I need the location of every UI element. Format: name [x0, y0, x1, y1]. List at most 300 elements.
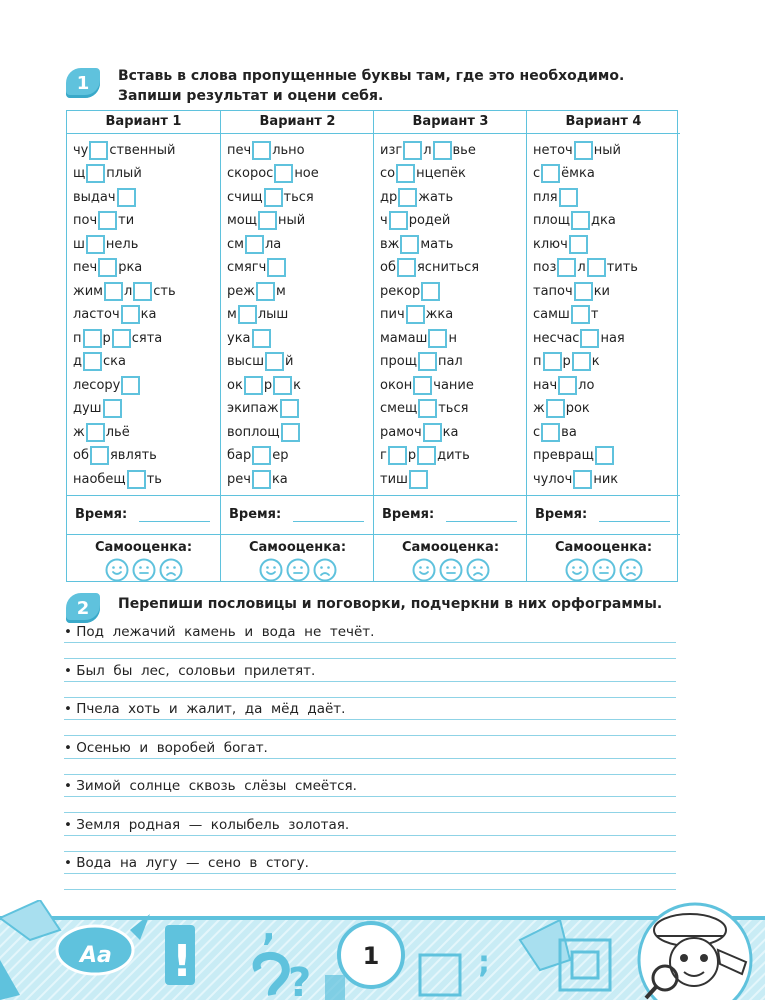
word-item — [380, 328, 457, 348]
word-part: об — [380, 260, 396, 275]
letter-box[interactable] — [403, 141, 422, 160]
letter-box[interactable] — [133, 282, 152, 301]
letter-box[interactable] — [433, 141, 452, 160]
footer-question-glyph: ? — [288, 960, 312, 1000]
letter-box[interactable] — [281, 423, 300, 442]
word-part: дка — [591, 213, 616, 228]
word-part: плый — [106, 166, 142, 181]
word-part: реч — [227, 471, 251, 487]
word-item — [380, 140, 476, 160]
neutral-face-icon[interactable] — [132, 558, 156, 582]
word-part: печ — [73, 260, 98, 275]
neutral-face-icon[interactable] — [286, 558, 310, 582]
word-item — [227, 328, 272, 348]
word-item — [380, 469, 429, 489]
word-item — [533, 422, 577, 442]
word-part: ное — [294, 166, 319, 181]
self-assessment — [221, 533, 374, 581]
writing-line[interactable] — [64, 812, 676, 813]
word-item — [380, 187, 453, 207]
letter-box[interactable] — [273, 376, 292, 395]
word-item — [73, 211, 134, 231]
word-item — [227, 281, 286, 301]
word-part: ный — [278, 213, 306, 228]
word-part: нель — [105, 236, 139, 252]
word-list — [527, 134, 680, 495]
time-row — [221, 495, 374, 535]
letter-box[interactable] — [580, 329, 599, 348]
word-part: л — [577, 260, 586, 275]
word-part: п — [73, 330, 82, 346]
word-item — [227, 399, 300, 419]
task-1-instruction — [118, 66, 624, 106]
variant-title: Вариант 4 — [527, 111, 680, 134]
word-part: смещ — [380, 401, 418, 416]
word-part: неточ — [533, 142, 573, 158]
word-part: с — [533, 424, 541, 440]
proverb-text — [64, 663, 315, 679]
letter-box[interactable] — [103, 399, 122, 418]
word-part: с — [533, 166, 541, 181]
writing-line[interactable] — [64, 758, 676, 759]
letter-box[interactable] — [280, 399, 299, 418]
word-part: мать — [420, 236, 454, 252]
word-item — [73, 399, 123, 419]
word-part: ж — [73, 424, 85, 440]
word-item — [533, 399, 590, 419]
word-list — [221, 134, 374, 495]
variant-column-2 — [220, 111, 374, 581]
word-part: пля — [533, 189, 558, 205]
word-part: бар — [227, 448, 252, 463]
letter-box[interactable] — [83, 352, 102, 371]
word-part: нцепёк — [416, 166, 466, 181]
self-assessment-label: Самооценка: — [248, 540, 347, 555]
letter-box[interactable] — [89, 141, 108, 160]
word-part: ник — [593, 471, 619, 487]
footer-aa-glyph: Aa — [80, 943, 112, 968]
letter-box[interactable] — [267, 258, 286, 277]
letter-box[interactable] — [559, 188, 578, 207]
word-item — [227, 375, 301, 395]
word-part: воплощ — [227, 424, 280, 440]
word-part: тапоч — [533, 283, 573, 299]
smile-face-icon[interactable] — [412, 558, 436, 582]
letter-box[interactable] — [86, 164, 105, 183]
word-part: лыш — [257, 307, 289, 322]
word-part: со — [380, 166, 396, 181]
word-item — [227, 211, 305, 231]
word-part: чулоч — [533, 471, 573, 487]
writing-line[interactable] — [64, 719, 676, 720]
writing-line[interactable] — [64, 851, 676, 852]
letter-box[interactable] — [256, 282, 275, 301]
letter-box[interactable] — [546, 399, 565, 418]
letter-box[interactable] — [574, 282, 593, 301]
proverb-row — [64, 661, 676, 700]
word-part: льё — [105, 424, 130, 440]
word-part: ная — [600, 330, 625, 346]
word-part: поч — [73, 213, 98, 228]
word-part: превращ — [533, 448, 594, 463]
word-part: д — [73, 354, 82, 369]
letter-box[interactable] — [252, 446, 271, 465]
word-list — [67, 134, 220, 495]
letter-box[interactable] — [389, 211, 408, 230]
letter-box[interactable] — [541, 423, 560, 442]
word-part: рок — [565, 401, 590, 416]
letter-box[interactable] — [557, 258, 576, 277]
word-part: ясниться — [416, 260, 480, 275]
task-2-number: 2 — [76, 597, 90, 619]
letter-box[interactable] — [274, 164, 293, 183]
time-row — [527, 495, 680, 535]
letter-box[interactable] — [388, 446, 407, 465]
time-input-line[interactable] — [293, 521, 364, 522]
letter-box[interactable] — [406, 305, 425, 324]
self-assessment-label: Самооценка: — [401, 540, 500, 555]
word-part: поз — [533, 260, 557, 275]
letter-box[interactable] — [543, 352, 562, 371]
word-item — [73, 469, 162, 489]
word-part: жим — [73, 283, 103, 299]
word-part: й — [284, 354, 294, 369]
letter-box[interactable] — [423, 423, 442, 442]
letter-box[interactable] — [117, 188, 136, 207]
letter-box[interactable] — [86, 235, 105, 254]
word-part: жка — [425, 307, 454, 322]
proverb-text — [64, 740, 268, 756]
word-item — [227, 352, 293, 372]
task-1-line-2: Запиши результат и оцени себя. — [118, 88, 384, 104]
word-item — [533, 281, 610, 301]
letter-box[interactable] — [252, 141, 271, 160]
word-part: тить — [606, 260, 638, 275]
word-part: наобещ — [73, 471, 126, 487]
letter-box[interactable] — [595, 446, 614, 465]
word-item — [533, 140, 621, 160]
word-item — [380, 352, 463, 372]
neutral-face-icon[interactable] — [592, 558, 616, 582]
word-item — [73, 281, 176, 301]
word-part: душ — [73, 401, 102, 416]
letter-box[interactable] — [98, 258, 117, 277]
word-item — [227, 422, 301, 442]
word-part: ла — [264, 236, 282, 252]
word-part: н — [448, 330, 457, 346]
letter-box[interactable] — [121, 376, 140, 395]
word-item — [380, 422, 459, 442]
word-part: ка — [271, 471, 288, 487]
writing-line[interactable] — [64, 889, 676, 890]
proverb-text — [64, 817, 349, 833]
footer-semicolon-glyph: ; — [478, 945, 490, 980]
word-item — [380, 234, 453, 254]
word-item — [533, 446, 615, 466]
word-part: самш — [533, 307, 570, 322]
word-part: вье — [452, 142, 476, 158]
detective-mascot-illustration — [639, 904, 751, 1000]
letter-box[interactable] — [252, 470, 271, 489]
smile-face-icon[interactable] — [565, 558, 589, 582]
letter-box[interactable] — [587, 258, 606, 277]
word-part: выдач — [73, 189, 116, 205]
self-assessment-label: Самооценка: — [94, 540, 193, 555]
word-part: являть — [109, 448, 157, 463]
self-assessment — [374, 533, 527, 581]
letter-box[interactable] — [244, 376, 263, 395]
writing-line[interactable] — [64, 735, 676, 736]
bullet-icon: • — [64, 624, 77, 640]
word-item — [227, 469, 288, 489]
letter-box[interactable] — [418, 399, 437, 418]
word-part: см — [227, 236, 244, 252]
word-item — [73, 187, 137, 207]
word-item — [380, 258, 479, 278]
self-assessment — [527, 533, 680, 581]
word-part: об — [73, 448, 89, 463]
proverb-sentence: Зимой солнце сквозь слёзы смеётся. — [76, 778, 357, 794]
word-part: ка — [442, 424, 459, 440]
word-part: мощ — [227, 213, 258, 228]
letter-box[interactable] — [127, 470, 146, 489]
letter-box[interactable] — [571, 305, 590, 324]
proverb-sentence: Под лежачий камень и вода не течёт. — [76, 624, 375, 640]
word-list — [374, 134, 527, 495]
time-label: Время: — [229, 507, 282, 522]
letter-box[interactable] — [572, 352, 591, 371]
word-item — [533, 328, 625, 348]
variants-table — [66, 110, 678, 582]
word-item — [227, 187, 314, 207]
bullet-icon: • — [64, 739, 77, 756]
letter-box[interactable] — [573, 470, 592, 489]
word-item — [227, 234, 281, 254]
proverb-row — [64, 776, 676, 815]
word-item — [73, 446, 157, 466]
word-part: скорос — [227, 166, 274, 181]
letter-box[interactable] — [104, 282, 123, 301]
proverb-sentence: Осенью и воробей богат. — [76, 739, 268, 756]
proverb-row — [64, 738, 676, 777]
writing-line[interactable] — [64, 658, 676, 659]
variant-title: Вариант 3 — [374, 111, 527, 134]
letter-box[interactable] — [264, 188, 283, 207]
word-item — [227, 305, 288, 325]
word-item — [533, 258, 638, 278]
time-label: Время: — [75, 507, 128, 522]
word-item — [533, 211, 616, 231]
word-item — [73, 234, 138, 254]
word-part: чу — [73, 142, 89, 158]
proverb-lines — [64, 622, 676, 892]
word-part: ука — [227, 330, 251, 346]
letter-box[interactable] — [396, 164, 415, 183]
self-assessment — [67, 533, 220, 581]
self-assessment-label: Самооценка: — [554, 540, 653, 555]
word-part: тиш — [380, 471, 408, 487]
word-part: ш — [73, 236, 85, 252]
word-part: чание — [433, 377, 474, 393]
writing-line[interactable] — [64, 835, 676, 836]
word-part: г — [380, 448, 387, 463]
letter-box[interactable] — [413, 376, 432, 395]
word-part: окон — [380, 377, 413, 393]
letter-box[interactable] — [558, 376, 577, 395]
word-part: ться — [283, 189, 314, 205]
word-part: печ — [227, 142, 252, 158]
word-part: л — [123, 283, 133, 299]
writing-line[interactable] — [64, 774, 676, 775]
proverb-text — [64, 624, 374, 640]
time-label: Время: — [535, 507, 588, 522]
word-part: изг — [380, 142, 403, 158]
writing-line[interactable] — [64, 697, 676, 698]
word-part: р — [263, 377, 273, 393]
word-item — [380, 305, 453, 325]
neutral-face-icon[interactable] — [439, 558, 463, 582]
word-part: ва — [561, 424, 577, 440]
writing-line[interactable] — [64, 681, 676, 682]
word-item — [73, 422, 130, 442]
word-part: льно — [272, 142, 305, 158]
writing-line[interactable] — [64, 796, 676, 797]
word-item — [533, 375, 594, 395]
word-part: вж — [380, 236, 400, 252]
word-part: рекор — [380, 283, 421, 299]
letter-box[interactable] — [245, 235, 264, 254]
proverb-sentence: Вода на лугу — сено в стогу. — [76, 855, 309, 871]
letter-box[interactable] — [238, 305, 257, 324]
proverb-sentence: Пчела хоть и жалит, да мёд даёт. — [76, 701, 346, 717]
word-part: р — [407, 448, 417, 463]
sad-face-icon[interactable] — [466, 558, 490, 582]
writing-line[interactable] — [64, 873, 676, 874]
variant-column-4 — [526, 111, 680, 581]
word-part: пал — [437, 354, 463, 369]
sad-face-icon[interactable] — [313, 558, 337, 582]
letter-box[interactable] — [398, 188, 417, 207]
letter-box[interactable] — [569, 235, 588, 254]
letter-box[interactable] — [574, 141, 593, 160]
word-part: рамоч — [380, 424, 422, 440]
letter-box[interactable] — [252, 329, 271, 348]
task-1-line-1: Вставь в слова пропущенные буквы там, где это необходимо. — [118, 68, 625, 84]
word-item — [533, 352, 600, 372]
word-item — [380, 446, 470, 466]
letter-box[interactable] — [112, 329, 131, 348]
word-item — [533, 234, 589, 254]
letter-box[interactable] — [428, 329, 447, 348]
proverb-row — [64, 815, 676, 854]
letter-box[interactable] — [397, 258, 416, 277]
word-part: рка — [118, 260, 143, 275]
letter-box[interactable] — [541, 164, 560, 183]
word-part: прощ — [380, 354, 417, 369]
writing-line[interactable] — [64, 642, 676, 643]
letter-box[interactable] — [417, 446, 436, 465]
word-part: ключ — [533, 236, 568, 252]
word-part: площ — [533, 213, 571, 228]
word-item — [227, 446, 289, 466]
word-part: ер — [272, 448, 289, 463]
word-part: ки — [593, 283, 610, 299]
word-part: ёмка — [561, 166, 595, 181]
word-part: нач — [533, 377, 558, 393]
letter-box[interactable] — [571, 211, 590, 230]
word-item — [73, 352, 126, 372]
word-part: сята — [131, 330, 163, 346]
word-item — [533, 469, 618, 489]
word-part: лесору — [73, 377, 121, 393]
letter-box[interactable] — [98, 211, 117, 230]
proverb-sentence: Земля родная — колыбель золотая. — [76, 816, 350, 833]
time-input-line[interactable] — [446, 521, 517, 522]
word-part: м — [275, 283, 286, 299]
word-part: щ — [73, 166, 86, 181]
word-item — [533, 187, 579, 207]
word-item — [227, 140, 305, 160]
word-part: р — [102, 330, 111, 346]
word-part: м — [227, 307, 237, 322]
bullet-icon: • — [64, 816, 77, 833]
letter-box[interactable] — [400, 235, 419, 254]
word-part: т — [590, 307, 599, 322]
sad-face-icon[interactable] — [159, 558, 183, 582]
time-input-line[interactable] — [139, 521, 210, 522]
word-part: к — [293, 377, 301, 393]
word-item — [533, 164, 595, 184]
proverb-text — [64, 701, 345, 717]
letter-box[interactable] — [121, 305, 140, 324]
word-item — [73, 140, 175, 160]
word-item — [73, 305, 156, 325]
proverb-text — [64, 778, 357, 794]
footer-exclaim-glyph: ! — [172, 936, 193, 987]
letter-box[interactable] — [83, 329, 102, 348]
time-input-line[interactable] — [599, 521, 670, 522]
footer-comma-glyph: , — [262, 908, 276, 949]
letter-box[interactable] — [265, 352, 284, 371]
word-item — [73, 164, 142, 184]
letter-box[interactable] — [86, 423, 105, 442]
word-part: сть — [153, 283, 176, 299]
smile-face-icon[interactable] — [105, 558, 129, 582]
letter-box[interactable] — [90, 446, 109, 465]
sad-face-icon[interactable] — [619, 558, 643, 582]
smile-face-icon[interactable] — [259, 558, 283, 582]
word-item — [380, 164, 466, 184]
word-part: р — [562, 354, 571, 369]
word-part: ласточ — [73, 307, 120, 322]
word-part: ска — [103, 354, 126, 369]
word-part: счищ — [227, 189, 263, 205]
letter-box[interactable] — [421, 282, 440, 301]
letter-box[interactable] — [409, 470, 428, 489]
word-part: ть — [146, 471, 162, 487]
bullet-icon: • — [64, 662, 77, 679]
variant-title: Вариант 1 — [67, 111, 220, 134]
letter-box[interactable] — [258, 211, 277, 230]
task-2-badge — [66, 593, 100, 623]
word-part: к — [591, 354, 600, 369]
letter-box[interactable] — [418, 352, 437, 371]
word-part: высш — [227, 354, 264, 369]
proverb-row — [64, 853, 676, 892]
word-part: реж — [227, 283, 255, 299]
proverb-row — [64, 622, 676, 661]
proverb-text — [64, 855, 309, 871]
